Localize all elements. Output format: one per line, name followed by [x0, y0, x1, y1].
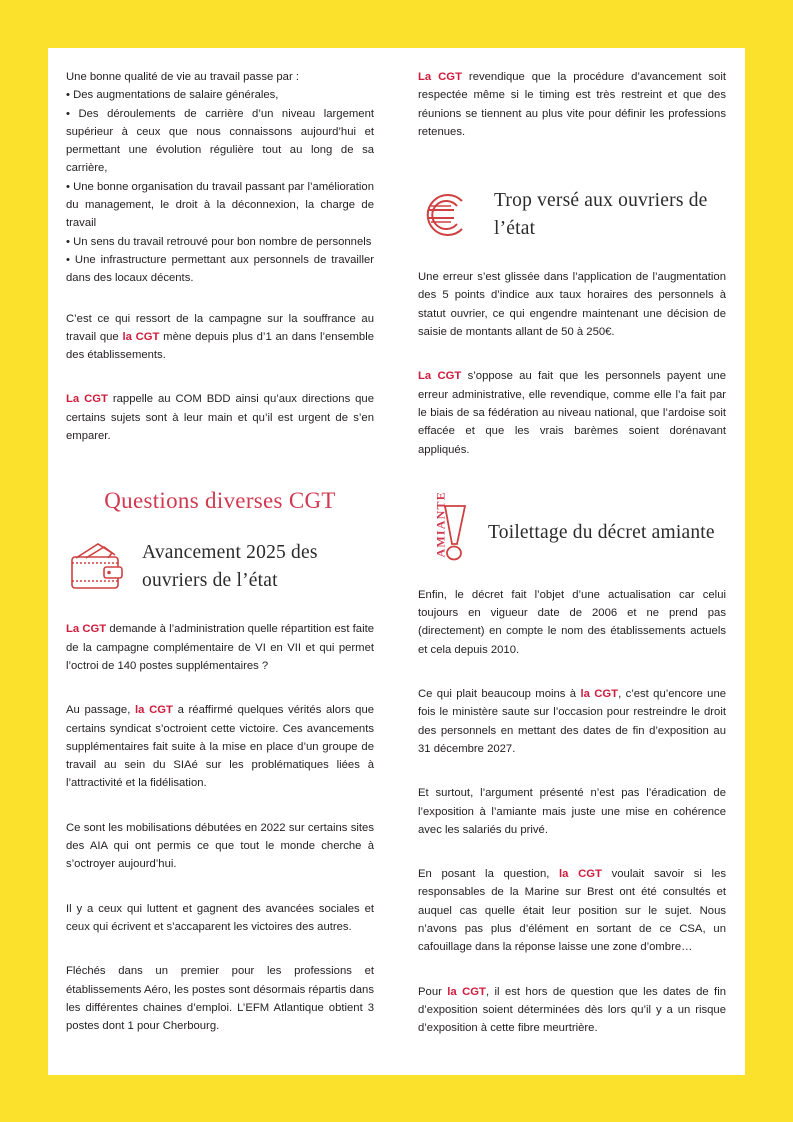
text-fragment: En posant la question,: [418, 868, 560, 881]
bullet-item: • Une infrastructure permettant aux personnels de travailler dans des locaux décents.: [66, 253, 374, 285]
paragraph-amiante-5: [418, 983, 726, 1038]
spacer: [418, 771, 726, 784]
document-page: [48, 48, 745, 1075]
paragraph-amiante-2: [418, 685, 726, 758]
spacer: [418, 472, 726, 502]
spacer: [66, 377, 374, 390]
text-fragment: a réaffirmé quelques vérités alors que certains syndicat s’octroient cette victoire. Ces avancements supplémentaires fait suite à la mise en place d’un groupe de travail au sein du SIAé sur les problématiques liées à l’attractivité et la fidélisation.: [66, 704, 375, 790]
text-fragment: , il est hors de question que les dates de fin d’exposition soient déterminées dès lors qu’il y a un risque d’exposition à cette fibre meurtrière.: [418, 985, 726, 1035]
cgt-highlight: La CGT: [66, 393, 108, 406]
paragraph-avancement-4: Il y a ceux qui luttent et gagnent des avancées sociales et ceux qui écrivent et s’accaparent les victoires des autres.: [66, 902, 374, 933]
bullet-item: • Un sens du travail retrouvé pour bon nombre de personnels: [66, 235, 372, 248]
bullet-item: • Des déroulements de carrière d’un niveau largement supérieur à ceux que nous connaissons aujourd’hui et permettant une évolution régulière tout au long de sa carrière,: [66, 107, 374, 175]
cgt-highlight: la CGT: [135, 704, 173, 717]
paragraph-trop-verse-1: Une erreur s’est glissée dans l’application de l’augmentation des 5 points d’indice aux taux horaires des personnels à statut ouvrier, ce qui engendre maintenant une décision de saisie de montants allant de 50 à 250€.: [418, 271, 726, 339]
spacer: [66, 598, 374, 620]
spacer: [66, 688, 374, 701]
text-fragment: revendique que la procédure d’avancement soit respectée même si le timing est très restreint et que des réunions se tiennent au plus vite pour définir les professions retenues.: [418, 71, 726, 138]
text-fragment: C’est ce qui ressort de la campagne sur la souffrance au travail que: [66, 312, 374, 343]
cgt-highlight: la CGT: [447, 985, 486, 998]
two-column-layout: [66, 68, 727, 1065]
paragraph-avancement-2: [66, 701, 374, 792]
cgt-highlight: la CGT: [122, 330, 160, 343]
spacer: [66, 806, 374, 819]
spacer: [66, 458, 374, 488]
bullet-item: • Une bonne organisation du travail passant par l’amélioration du management, le droit à la déconnexion, la charge de travail: [66, 180, 374, 230]
text-fragment: mène depuis plus d’1 an dans l’ensemble des établissements.: [66, 330, 374, 362]
cgt-highlight: La CGT: [66, 623, 107, 636]
paragraph-com-bdd: [66, 390, 374, 445]
spacer: [66, 288, 374, 310]
cgt-highlight: La CGT: [418, 370, 462, 383]
amiante-icon-label: AMIANTE: [433, 490, 448, 558]
heading-amiante: [418, 490, 726, 564]
spacer: [418, 246, 726, 268]
text-fragment: Pour: [418, 985, 448, 998]
paragraph-avancement-3: Ce sont les mobilisations débutées en 2022 sur certains sites des AIA qui ont permis ce que tout le monde cherche à s’octroyer aujourd’hui.: [66, 821, 374, 871]
paragraph-avancement-1: [66, 620, 374, 675]
paragraph-souffrance: [66, 310, 374, 365]
spacer: [66, 949, 374, 962]
heading-trop-verse-text: Trop versé aux ouvriers de l’état: [494, 189, 708, 240]
bullet-item: • Des augmentations de salaire générales,: [66, 89, 279, 102]
spacer: [418, 154, 726, 184]
text-fragment: voulait savoir si les responsables de la Marine sur Brest ont été consultés et auquel cas quelle était leur position sur le sujet. Nous n’avons pas plus d’élément en sortant de ce CSA, un cafouillage dans la réponse laisse une zone d’ombre…: [418, 868, 727, 954]
heading-trop-verse: [418, 184, 726, 246]
text-fragment: Au passage,: [66, 704, 135, 717]
paragraph-amiante-1: Enfin, le décret fait l’objet d’une actualisation car celui toujours en vigueur date de 2006 et ne prend pas (directement) en compte le nom des établissements actuels et cela depuis 2010.: [418, 588, 726, 656]
spacer: [66, 887, 374, 900]
spacer: [418, 354, 726, 367]
text-fragment: demande à l’administration quelle répartition est faite de la campagne complémentaire de VI en VII et qui permet l’octroi de 140 postes supplémentaires ?: [66, 623, 375, 672]
text-fragment: , c’est qu’encore une fois le ministère saute sur l’occasion pour restreindre le droit des personnels en mettant des dates de fin d’exposition au 31 décembre 2027.: [418, 688, 727, 755]
paragraph-amiante-4: [418, 865, 726, 956]
wallet-icon: [66, 536, 128, 598]
amiante-exclamation-icon: [418, 490, 474, 564]
paragraph-trop-verse-2: [418, 367, 726, 458]
spacer: [418, 970, 726, 983]
paragraph-revendique: [418, 68, 726, 141]
paragraph-avancement-5: Fléchés dans un premier pour les professions et établissements Aéro, les postes sont désormais répartis dans les différentes chaines d’emploi. L’EFM Atlantique obtient 3 postes dont 1 pour Cherbourg.: [66, 965, 374, 1033]
spacer: [66, 514, 374, 536]
text-fragment: Ce qui plait beaucoup moins à: [418, 688, 581, 701]
section-title-questions-diverses: Questions diverses CGT: [104, 488, 336, 514]
spacer: [418, 852, 726, 865]
euro-icon: [418, 184, 480, 246]
text-fragment: s’oppose au fait que les personnels payent une erreur administrative, elle revendique, comme elle l’a fait par le biais de sa fédération au niveau national, que l’ardoise soit effacée et que les vrais barèmes soient dorénavant appliqués.: [418, 370, 726, 456]
left-column: [66, 68, 374, 1065]
heading-amiante-text: Toilettage du décret amiante: [488, 521, 715, 543]
cgt-highlight: la CGT: [559, 868, 602, 881]
text-fragment: rappelle au COM BDD ainsi qu’aux directions que certains sujets sont à leur main et qu’il est urgent de s’en emparer.: [66, 393, 374, 443]
spacer: [418, 564, 726, 586]
cgt-highlight: la CGT: [580, 688, 619, 701]
right-column: [418, 68, 726, 1065]
paragraph-amiante-3: Et surtout, l’argument présenté n’est pas l’éradication de l’exposition à l’amiante mais juste une mise en cohérence avec les salariés du privé.: [418, 787, 726, 836]
spacer: [418, 672, 726, 685]
heading-avancement: [66, 536, 374, 598]
heading-avancement-text: Avancement 2025 des ouvriers de l’état: [142, 542, 318, 592]
intro-lead: Une bonne qualité de vie au travail passe par :: [66, 71, 299, 83]
cgt-highlight: La CGT: [418, 71, 462, 83]
